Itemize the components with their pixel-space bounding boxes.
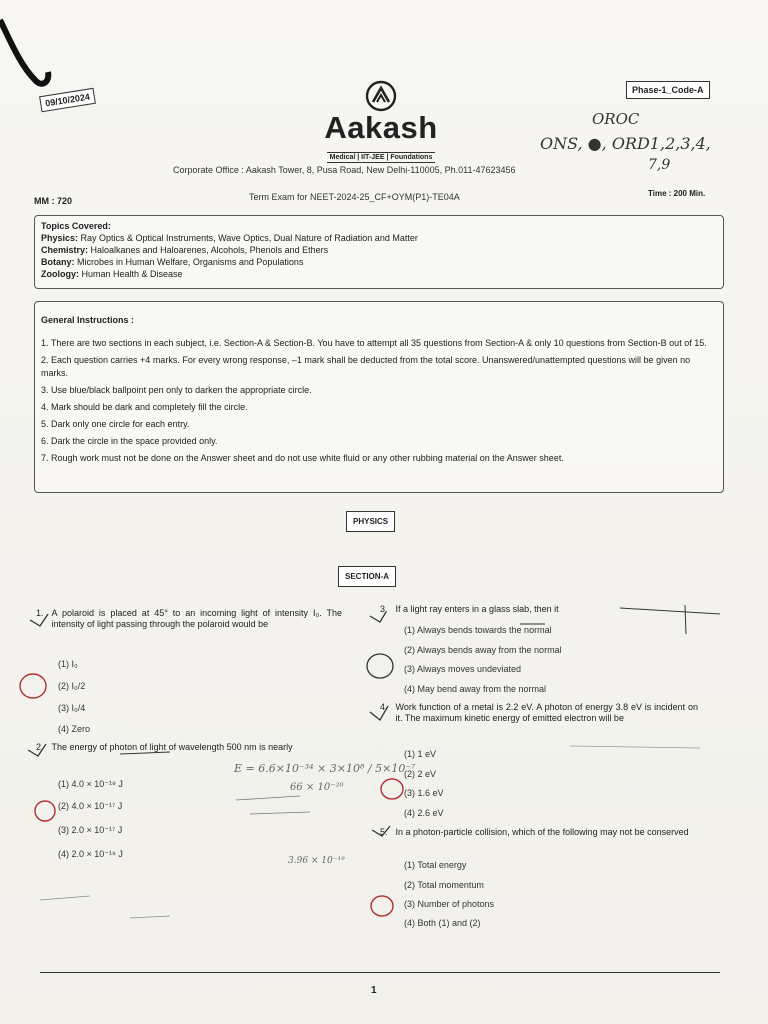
- question-text: In a photon-particle collision, which of the following may not be conserved: [395, 827, 689, 837]
- topics-box: [34, 215, 724, 289]
- instruction-item: 3. Use blue/black ballpoint pen only to darken the appropriate circle.: [41, 385, 312, 395]
- q4-option-1: (1) 1 eV: [404, 749, 437, 759]
- max-marks: MM : 720: [34, 196, 73, 206]
- q4-option-2: (2) 2 eV: [404, 769, 437, 779]
- q4-option-3: (3) 1.6 eV: [404, 788, 444, 798]
- page-number: 1: [371, 985, 377, 996]
- time-limit: Time : 200 Min.: [648, 189, 706, 198]
- question-number: 5.: [380, 827, 388, 837]
- q2-option-3: (3) 2.0 × 10⁻¹⁷ J: [58, 825, 123, 835]
- topics-botany: Botany: Microbes in Human Welfare, Organisms and Populations: [41, 257, 304, 267]
- section-label: SECTION-A: [338, 566, 396, 587]
- topics-zoology: Zoology: Human Health & Disease: [41, 269, 183, 279]
- q3-option-2: (2) Always bends away from the normal: [404, 645, 562, 655]
- instructions-list: [41, 337, 717, 465]
- rough-work-eq2: 66 × 10⁻²⁰: [290, 782, 344, 793]
- question-text: A polaroid is placed at 45° to an incoming light of intensity I₀. The intensity of light passing through the polaroid would be: [51, 608, 342, 629]
- aakash-emblem-icon: [364, 80, 398, 112]
- q3-option-3: (3) Always moves undeviated: [404, 664, 522, 674]
- rough-work-eq3: 3.96 × 10⁻¹⁹: [288, 856, 345, 866]
- topics-physics: Physics: Ray Optics & Optical Instruments, Wave Optics, Dual Nature of Radiation and Matter: [41, 233, 418, 243]
- question-number: 3.: [380, 604, 388, 614]
- instruction-item: 6. Dark the circle in the space provided only.: [41, 436, 218, 446]
- exam-date: 09/10/2024: [39, 88, 96, 112]
- q1-option-2: (2) I₀/2: [58, 681, 86, 691]
- topics-chemistry: Chemistry: Haloalkanes and Haloarenes, Alcohols, Phenols and Ethers: [41, 245, 329, 255]
- instruction-item: 2. Each question carries +4 marks. For every wrong response, –1 mark shall be deducted from the total score. Unanswered/unattempted questions will be given no marks.: [41, 355, 691, 378]
- phase-code: Phase-1_Code-A: [626, 81, 710, 99]
- general-instructions: [34, 301, 724, 493]
- q3-option-1: (1) Always bends towards the normal: [404, 625, 552, 635]
- handwritten-note-1: OROC: [592, 110, 640, 128]
- question-number: 2.: [36, 742, 44, 752]
- instruction-item: 7. Rough work must not be done on the Answer sheet and do not use white fluid or any other rubbing material on the Answer sheet.: [41, 453, 564, 463]
- handwritten-note-3: 7,9: [648, 157, 671, 173]
- rough-work-eq1: E = 6.6×10⁻³⁴ × 3×10⁸ / 5×10⁻⁷: [234, 762, 416, 775]
- brand-name: Aakash: [324, 110, 438, 145]
- q2-option-2: (2) 4.0 × 10⁻¹⁷ J: [58, 801, 123, 811]
- q1-option-1: (1) I₀: [58, 659, 78, 669]
- instruction-item: 1. There are two sections in each subject, i.e. Section-A & Section-B. You have to attempt all 35 questions from Section-A & only 10 questions from Section-B out of 15.: [41, 338, 707, 348]
- instructions-heading: General Instructions :: [41, 315, 135, 325]
- question-text: If a light ray enters in a glass slab, then it: [395, 604, 559, 614]
- question-text: Work function of a metal is 2.2 eV. A photon of energy 3.8 eV is incident on it. The maximum kinetic energy of emitted electron will be: [395, 702, 698, 723]
- q3-option-4: (4) May bend away from the normal: [404, 684, 547, 694]
- q5-option-2: (2) Total momentum: [404, 880, 484, 890]
- question-number: 1.: [36, 608, 44, 618]
- q1-option-3: (3) I₀/4: [58, 703, 86, 713]
- q2-option-1: (1) 4.0 × 10⁻¹⁹ J: [58, 779, 123, 789]
- q5-option-4: (4) Both (1) and (2): [404, 918, 481, 928]
- handwritten-note-2: ONS, ●, ORD1,2,3,4,: [540, 134, 711, 153]
- q5-option-1: (1) Total energy: [404, 860, 467, 870]
- corporate-office: Corporate Office : Aakash Tower, 8, Pusa Road, New Delhi-110005, Ph.011-47623456: [173, 165, 516, 175]
- question-number: 4.: [380, 702, 388, 712]
- pen-marks: [0, 600, 768, 960]
- aakash-logo: [316, 80, 446, 164]
- instruction-item: 5. Dark only one circle for each entry.: [41, 419, 190, 429]
- q5-option-3: (3) Number of photons: [404, 899, 495, 909]
- topics-heading: Topics Covered:: [41, 221, 111, 231]
- footer-line: [40, 972, 720, 973]
- brand-tagline: Medical | IIT-JEE | Foundations: [327, 152, 436, 163]
- term-exam-title: Term Exam for NEET-2024-25_CF+OYM(P1)-TE04A: [249, 192, 460, 202]
- q4-option-4: (4) 2.6 eV: [404, 808, 444, 818]
- cable-shadow: [0, 0, 60, 100]
- instruction-item: 4. Mark should be dark and completely fill the circle.: [41, 402, 248, 412]
- question-text: The energy of photon of light of wavelength 500 nm is nearly: [51, 742, 293, 752]
- q1-option-4: (4) Zero: [58, 724, 91, 734]
- subject-label: PHYSICS: [346, 511, 395, 532]
- q2-option-4: (4) 2.0 × 10⁻¹⁹ J: [58, 849, 123, 859]
